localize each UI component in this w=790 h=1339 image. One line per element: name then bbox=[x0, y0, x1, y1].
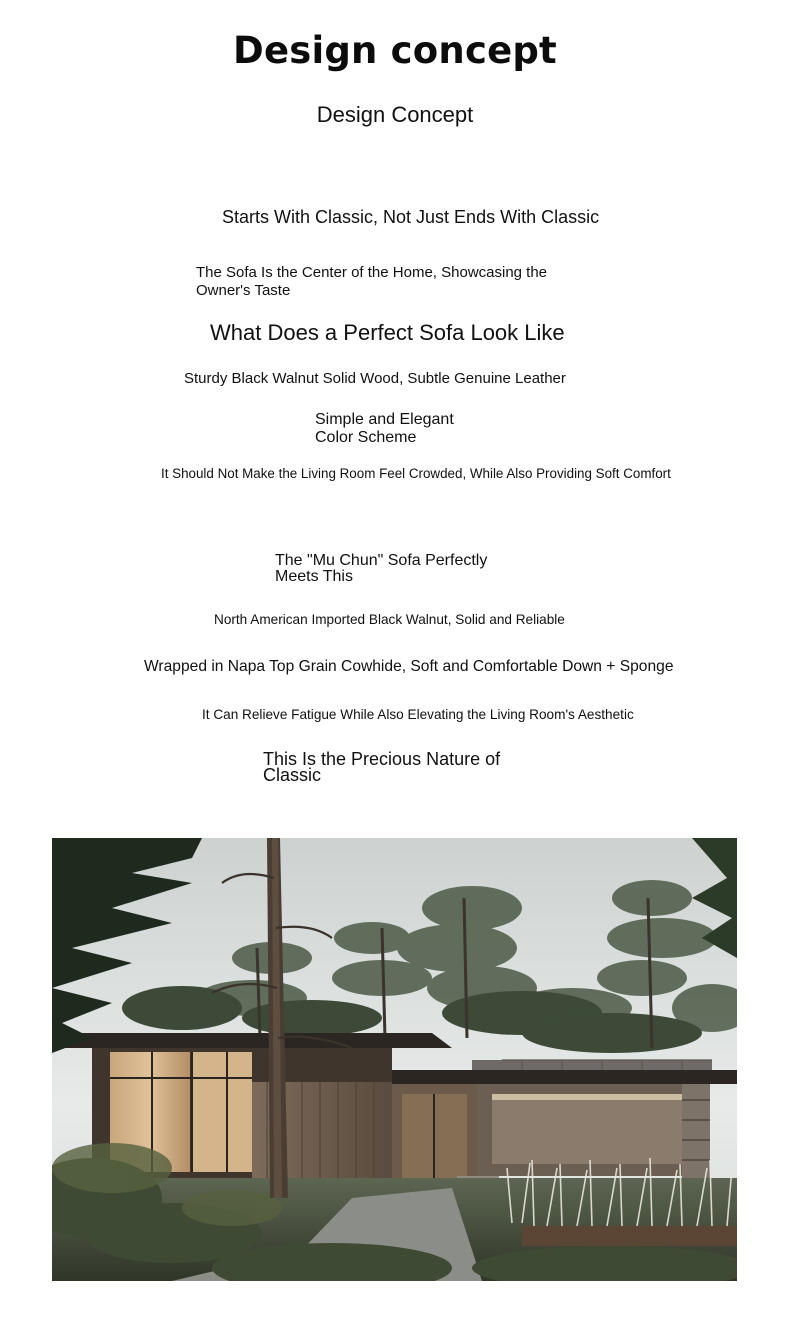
concept-line-10: It Can Relieve Fatigue While Also Elevating the Living Room's Aesthetic bbox=[202, 707, 634, 722]
concept-closing-line: This Is the Precious Nature of Classic bbox=[263, 749, 501, 785]
page-subtitle: Design Concept bbox=[316, 102, 474, 127]
concept-line-8: North American Imported Black Walnut, Solid and Reliable bbox=[214, 612, 565, 627]
concept-line-6: It Should Not Make the Living Room Feel Crowded, While Also Providing Soft Comfort bbox=[161, 466, 671, 481]
concept-line-9: Wrapped in Napa Top Grain Cowhide, Soft and Comfortable Down + Sponge bbox=[144, 658, 674, 675]
concept-line-7: The "Mu Chun" Sofa Perfectly Meets This bbox=[275, 552, 488, 585]
concept-line-5: Simple and Elegant Color Scheme bbox=[315, 411, 454, 446]
concept-line-4: Sturdy Black Walnut Solid Wood, Subtle Genuine Leather bbox=[184, 370, 566, 387]
page-title: Design concept bbox=[233, 29, 557, 72]
concept-line-2: The Sofa Is the Center of the Home, Showcasing the Owner's Taste bbox=[196, 264, 548, 299]
house-forest-image bbox=[52, 838, 737, 1281]
concept-heading: What Does a Perfect Sofa Look Like bbox=[210, 320, 565, 345]
concept-line-1: Starts With Classic, Not Just Ends With Classic bbox=[222, 207, 600, 227]
